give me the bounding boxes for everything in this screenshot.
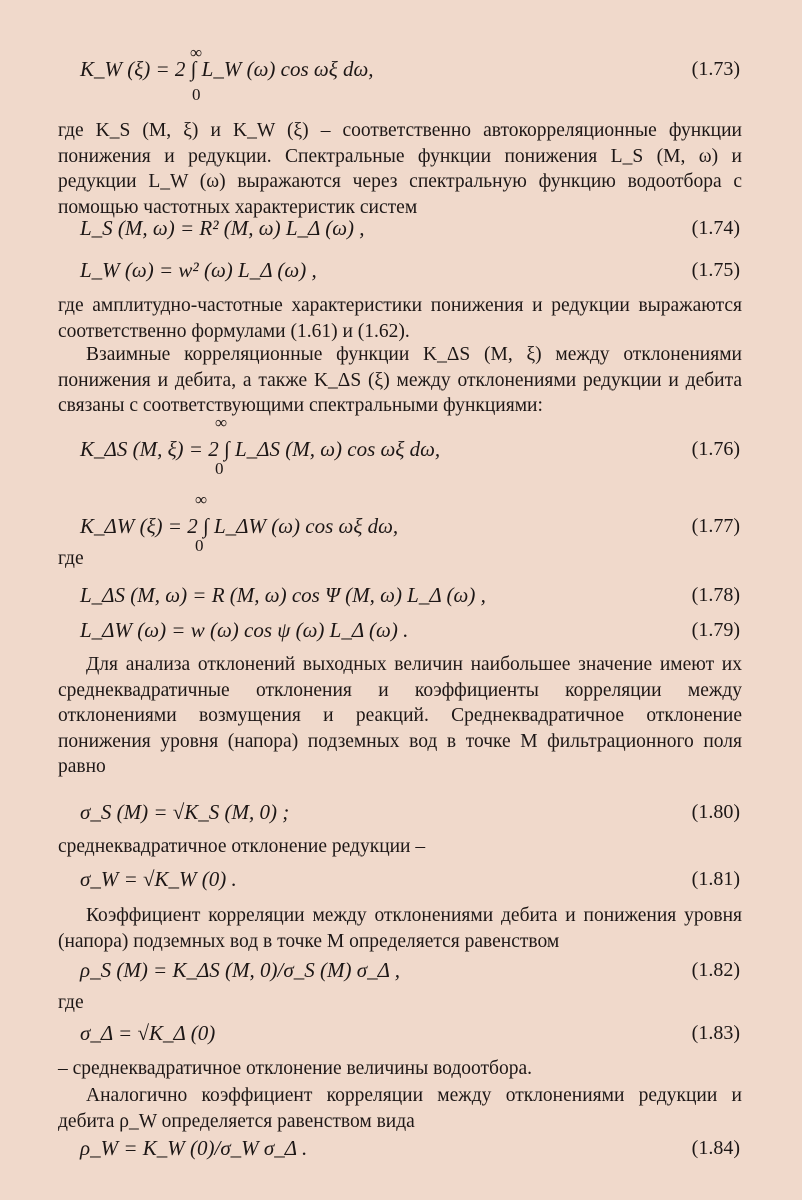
integral-upper-limit: ∞ bbox=[195, 490, 208, 509]
equation-1-76 bbox=[80, 413, 740, 478]
equation-1-76-expression: K_ΔS (M, ξ) = 2 ∫ L_ΔS (M, ω) cos ωξ dω, bbox=[80, 437, 441, 461]
equation-number: (1.77) bbox=[691, 515, 740, 537]
equation-1-77 bbox=[80, 490, 740, 555]
paragraph-correlation-coefficient: Коэффициент корреляции между отклонениями дебита и понижения уровня (напора) подземных вод в точке M определяется равенством bbox=[58, 905, 742, 952]
integral-upper-limit: ∞ bbox=[190, 43, 203, 62]
paragraph-output-deviations: Для анализа отклонений выходных величин наибольшее значение имеют их среднеквадратичные отклонения и коэффициенты корреляции между отклонениями возмущения и реакций. Среднеквадратичное отклонение понижения уровня (напора) подземных вод в точке M фильтрационного поля равно bbox=[58, 654, 742, 777]
paragraph-cross-correlation: Взаимные корреляционные функции K_ΔS (M, ξ) между отклонениями понижения и дебита, а также K_ΔS (ξ) между отклонениями редукции и дебита связаны с соответствующими спектральными функциями: bbox=[58, 344, 742, 416]
equation-1-80-expression: σ_S (M) = √K_S (M, 0) ; bbox=[80, 800, 290, 824]
equation-number: (1.76) bbox=[691, 438, 740, 460]
equation-1-79-expression: L_ΔW (ω) = w (ω) cos ψ (ω) L_Δ (ω) . bbox=[80, 618, 409, 642]
equation-1-75-expression: L_W (ω) = w² (ω) L_Δ (ω) , bbox=[80, 258, 317, 282]
equation-1-79 bbox=[80, 613, 740, 647]
word-gde: где bbox=[58, 548, 84, 569]
integral-upper-limit: ∞ bbox=[215, 413, 228, 432]
equation-1-75 bbox=[80, 253, 740, 287]
equation-1-78 bbox=[80, 578, 740, 612]
equation-1-83 bbox=[80, 1016, 740, 1050]
equation-number: (1.79) bbox=[691, 619, 740, 641]
paragraph-withdrawal-deviation: – среднеквадратичное отклонение величины водоотбора. bbox=[58, 1058, 532, 1079]
word-gde: где bbox=[58, 992, 84, 1013]
equation-number: (1.83) bbox=[691, 1022, 740, 1044]
equation-1-77-expression: K_ΔW (ξ) = 2 ∫ L_ΔW (ω) cos ωξ dω, bbox=[80, 514, 399, 538]
equation-number: (1.74) bbox=[691, 217, 740, 239]
equation-1-84-expression: ρ_W = K_W (0)/σ_W σ_Δ . bbox=[80, 1136, 308, 1160]
equation-number: (1.81) bbox=[691, 868, 740, 890]
equation-number: (1.84) bbox=[691, 1137, 740, 1159]
paragraph-reduction-correlation: Аналогично коэффициент корреляции между отклонениями редукции и дебита ρ_W определяется равенством вида bbox=[58, 1085, 742, 1132]
equation-number: (1.80) bbox=[691, 801, 740, 823]
integral-lower-limit: 0 bbox=[215, 459, 224, 478]
paragraph-reduction-deviation: среднеквадратичное отклонение редукции – bbox=[58, 836, 426, 857]
equation-1-80 bbox=[80, 795, 740, 829]
equation-1-74-expression: L_S (M, ω) = R² (M, ω) L_Δ (ω) , bbox=[80, 216, 365, 240]
equation-number: (1.78) bbox=[691, 584, 740, 606]
equation-1-78-expression: L_ΔS (M, ω) = R (M, ω) cos Ψ (M, ω) L_Δ (ω) , bbox=[80, 583, 486, 607]
equation-1-81 bbox=[80, 862, 740, 896]
paragraph-autocorrelation: где K_S (M, ξ) и K_W (ξ) – соответственно автокорреляционные функции понижения и редукции. Спектральные функции понижения L_S (M, ω) и редукции L_W (ω) выражаются через спектральную функцию водоотбора с помощью частотных характеристик систем bbox=[58, 120, 742, 218]
integral-lower-limit: 0 bbox=[195, 536, 204, 555]
equation-number: (1.73) bbox=[691, 58, 740, 80]
equation-1-74 bbox=[80, 211, 740, 245]
equation-1-82 bbox=[80, 953, 740, 987]
equation-1-81-expression: σ_W = √K_W (0) . bbox=[80, 867, 237, 891]
equation-1-84 bbox=[80, 1131, 740, 1165]
integral-lower-limit: 0 bbox=[192, 85, 201, 104]
equation-1-83-expression: σ_Δ = √K_Δ (0) bbox=[80, 1021, 216, 1045]
equation-1-73 bbox=[80, 43, 740, 104]
equation-1-73-expression: K_W (ξ) = 2 ∫ L_W (ω) cos ωξ dω, bbox=[80, 57, 374, 81]
equation-number: (1.82) bbox=[691, 959, 740, 981]
equation-1-82-expression: ρ_S (M) = K_ΔS (M, 0)/σ_S (M) σ_Δ , bbox=[80, 958, 401, 982]
paragraph-amplitude-frequency: где амплитудно-частотные характеристики понижения и редукции выражаются соответственно формулами (1.61) и (1.62). bbox=[58, 295, 742, 342]
equation-number: (1.75) bbox=[691, 259, 740, 281]
